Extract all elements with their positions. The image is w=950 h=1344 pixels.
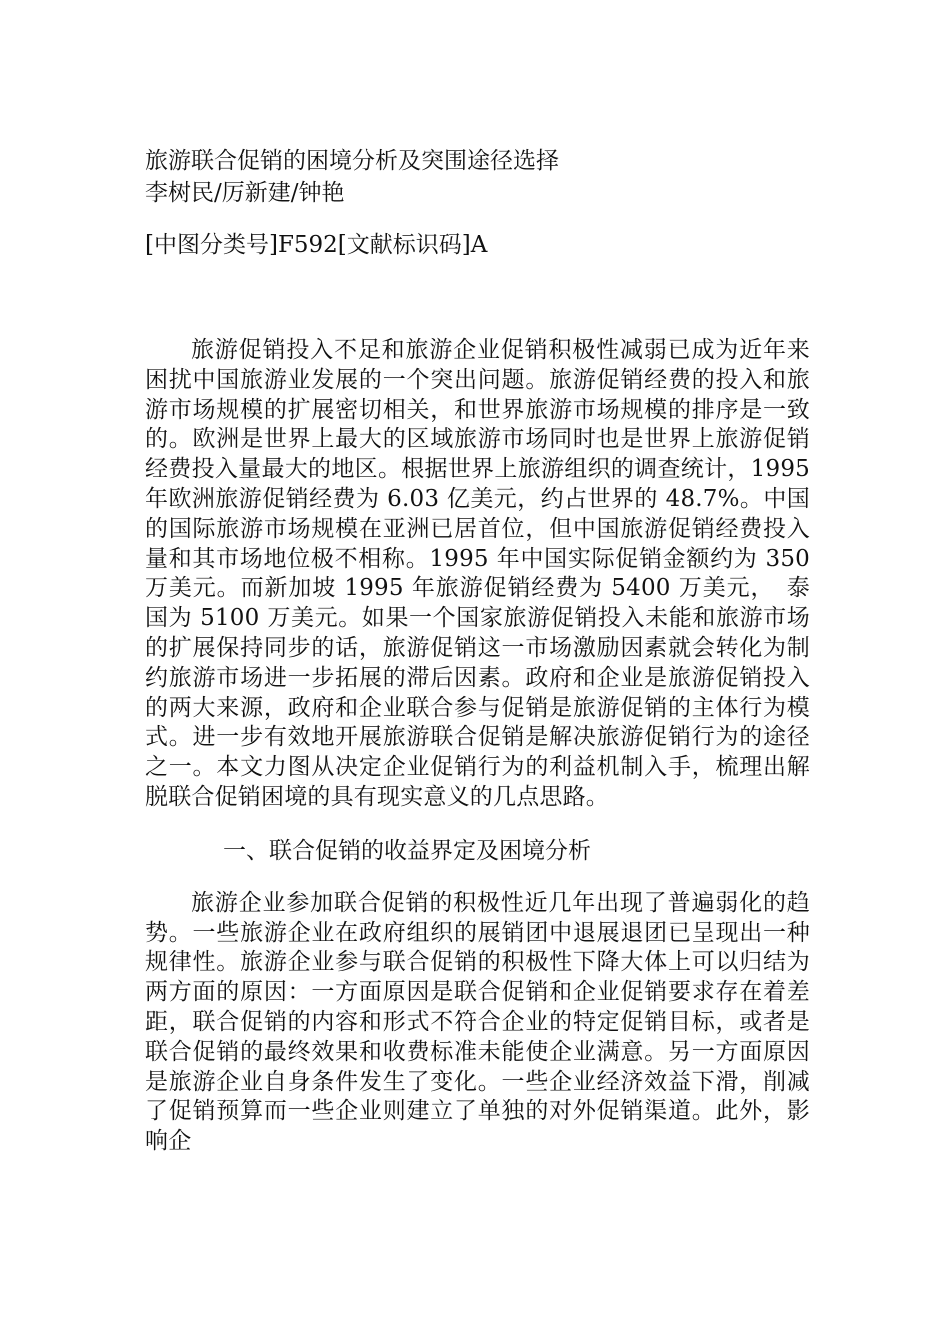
section-heading: 一、联合促销的收益界定及困境分析 [223,837,591,864]
document-page [145,145,810,1157]
body-paragraph: 旅游促销投入不足和旅游企业促销积极性减弱已成为近年来困扰中国旅游业发展的一个突出问题。旅游促销经费的投入和旅游市场规模的扩展密切相关，和世界旅游市场规模的排序是一致的。欧洲是世界上最大的区域旅游市场同时也是世界上旅游促销经费投入量最大的地区。根据世界上旅游组织的调查统计，1995 年欧洲旅游促销经费为 6.03 亿美元，约占世界的 48.7%。中国的国际旅游市场规模在亚洲已居首位，但中国旅游促销经费投入量和其市场地位极不相称。1995 年中国实际促销金额约为 350 万美元。而新加坡 1995 年旅游促销经费为 5400 万美元， 泰国为 5100 万美元。如果一个国家旅游促销投入未能和旅游市场的扩展保持同步的话，旅游促销这一市场激励因素就会转化为制约旅游市场进一步拓展的滞后因素。政府和企业是旅游促销投入的两大来源，政府和企业联合参与促销是旅游促销的主体行为模式。进一步有效地开展旅游联合促销是解决旅游促销行为的途径之一。本文力图从决定企业促销行为的利益机制入手，梳理出解脱联合促销困境的具有现实意义的几点思路。 [145,337,810,810]
article-title: 旅游联合促销的困境分析及突围途径选择 [145,148,559,174]
body-paragraph: 旅游企业参加联合促销的积极性近几年出现了普遍弱化的趋势。一些旅游企业在政府组织的展销团中退展退团已呈现出一种规律性。旅游企业参与联合促销的积极性下降大体上可以归结为两方面的原因：一方面原因是联合促销和企业促销要求存在着差距，联合促销的内容和形式不符合企业的特定促销目标，或者是联合促销的最终效果和收费标准未能使企业满意。另一方面原因是旅游企业自身条件发生了变化。一些企业经济效益下滑，削减了促销预算而一些企业则建立了单独的对外促销渠道。此外，影响企 [145,889,810,1155]
classification-code: [中图分类号]F592[文献标识码]A [145,232,488,258]
article-authors: 李树民/厉新建/钟艳 [145,180,345,206]
